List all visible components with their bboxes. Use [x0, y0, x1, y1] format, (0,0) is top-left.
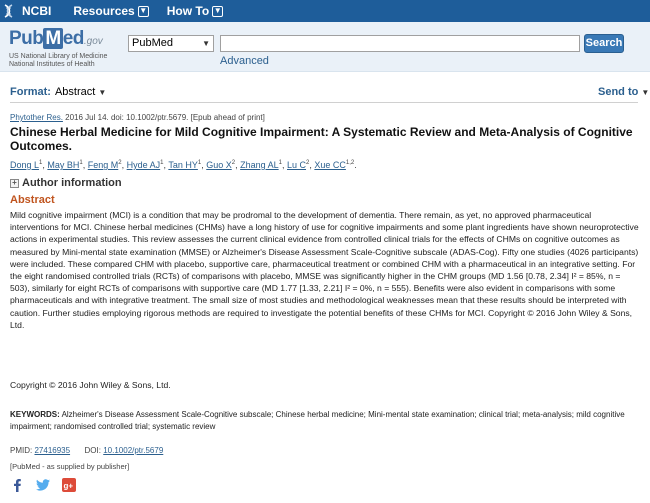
format-label: Format: [10, 86, 51, 98]
twitter-icon[interactable] [36, 478, 50, 492]
author-information-label: Author information [22, 177, 122, 189]
article-title: Chinese Herbal Medicine for Mild Cognitive Impairment: A Systematic Review and Meta-Analysis of Cognitive Outcomes. [10, 125, 633, 153]
author-link[interactable]: May BH [47, 160, 80, 170]
ncbi-top-bar [0, 0, 650, 22]
search-input[interactable] [220, 35, 580, 52]
search-button[interactable]: Search [584, 34, 624, 53]
plus-icon: + [10, 179, 19, 188]
logo-subtitle-line2: National Institutes of Health [9, 61, 95, 68]
doi-label: DOI: [84, 446, 101, 455]
author-information-toggle[interactable] [10, 177, 122, 189]
svg-text:g+: g+ [63, 481, 74, 491]
nav-resources-label: Resources [73, 4, 135, 18]
logo-subtitle-line1: US National Library of Medicine [9, 53, 108, 60]
chevron-down-icon: ▼ [98, 87, 107, 97]
chevron-down-icon: ▼ [139, 6, 148, 15]
copyright-notice: Copyright © 2016 John Wiley & Sons, Ltd. [10, 380, 171, 390]
citation-line [10, 113, 265, 122]
author-affiliation-number: 2 [231, 160, 236, 166]
divider [10, 102, 638, 103]
author-link[interactable]: Xue CC [314, 160, 346, 170]
keywords-label: KEYWORDS: [10, 410, 60, 419]
author-link[interactable]: Hyde AJ [126, 160, 161, 170]
database-select-value: PubMed [132, 37, 173, 49]
identifiers [10, 446, 163, 455]
advanced-search-link[interactable]: Advanced [220, 55, 269, 67]
ncbi-helix-icon [3, 4, 19, 18]
pmid-link[interactable]: 27416935 [34, 446, 71, 455]
author-link[interactable]: Feng M [87, 160, 119, 170]
author-affiliation-number: 1 [197, 160, 202, 166]
chevron-down-icon: ▼ [213, 6, 222, 15]
author-link[interactable]: Tan HY [168, 160, 198, 170]
citation-details: 2016 Jul 14. doi: 10.1002/ptr.5679. [Epub ahead of print] [65, 113, 265, 122]
pmid-label: PMID: [10, 446, 33, 455]
author-list: Dong $L^1$, May $BH^1$, Feng $M^2$, Hyde $AJ^1$, Tan $HY^1$, Guo $X^2$, Zhang $AL^1$, Lu $C^2$, Xue CC$^{1,2}$. [10, 160, 357, 170]
pubmed-header [0, 22, 650, 72]
keywords-text: Alzheimer's Disease Assessment Scale-Cognitive subscale; Chinese herbal medicine; Mini-mental state examination; clinical trial; meta-analysis; mild cognitive impairment; randomised controlled trial; systematic review [10, 410, 625, 431]
author-link[interactable]: Dong L [10, 160, 40, 170]
send-to-label: Send to [598, 86, 639, 98]
author-affiliation-number: 2 [306, 160, 310, 166]
keywords [10, 409, 640, 432]
nav-resources[interactable] [73, 4, 148, 18]
author-link[interactable]: Zhang AL [240, 160, 279, 170]
author-affiliation-number: 1 [79, 160, 83, 166]
database-select[interactable] [128, 35, 214, 52]
ncbi-logo-text: NCBI [22, 4, 52, 18]
journal-link[interactable]: Phytother Res. [10, 113, 63, 122]
google-plus-icon[interactable] [62, 478, 76, 492]
pubmed-logo[interactable] [9, 29, 107, 69]
author-link[interactable]: Lu C [287, 160, 307, 170]
author-affiliation-number: 1 [39, 160, 43, 166]
abstract-heading: Abstract [10, 194, 55, 206]
pubmed-status: [PubMed - as supplied by publisher] [10, 462, 130, 471]
nav-how-to[interactable] [167, 4, 223, 18]
chevron-down-icon: ▼ [202, 39, 210, 48]
doi-link[interactable]: 10.1002/ptr.5679 [103, 446, 164, 455]
send-to-menu[interactable] [598, 86, 649, 98]
author-affiliation-number: 2 [118, 160, 122, 166]
chevron-down-icon: ▼ [641, 88, 650, 97]
author-affiliation-number: 1,2 [345, 160, 355, 166]
author-affiliation-number: 1 [278, 160, 282, 166]
format-value: Abstract [54, 86, 96, 98]
ncbi-logo[interactable] [3, 4, 51, 18]
author-affiliation-number: 1 [160, 160, 164, 166]
social-share [10, 478, 88, 492]
pubmed-wordmark: Pub M ed.gov [9, 28, 103, 49]
facebook-icon[interactable] [10, 478, 24, 492]
abstract-text: Mild cognitive impairment (MCI) is a condition that may be prodromal to the development of dementia. There remain, as yet, no approved pharmaceutical interventions for MCI. Chinese herbal medicines (CHMs) have a long history of use for cognitive impairments and some plant ingredients have shown neuroprotective actions in experimental studies. This review assesses the current clinical evidence from controlled clinical trials for the effects of CHMs on cognitive outcomes as measured by Mini-mental state examination (MMSE) or Alzheimer's Disease Assessment Scale-Cognitive subscale (ADAS-Cog). Fifty one studies (4026 participants) were included. These compared CHM with placebo, supportive care, pharmaceutical treatment or combined CHM with a pharmaceutical in an integrative setting. For the eight randomised controlled trials (RCTs) of comparisons with placebo, MMSE was significantly higher in the CHM groups (MD 1.56 [0.78, 2.34] I² = 85%, n = 503), similarly for eight RCTs of comparisons with supportive care (MD 1.77 [1.33, 2.21] I² = 0%, n = 555). Benefits were also evident in comparisons with some pharmaceuticals and with integrative treatment. The small size of most studies and methodological weaknesses mean that these results should be interpreted with caution. Further studies employing rigorous methods are required to investigate the potential benefits of these CHMs for MCI. Copyright © 2016 John Wiley & Sons, Ltd. [10, 210, 639, 330]
format-selector[interactable] [10, 86, 106, 98]
nav-how-to-label: How To [166, 4, 210, 18]
author-link[interactable]: Guo X [206, 160, 232, 170]
